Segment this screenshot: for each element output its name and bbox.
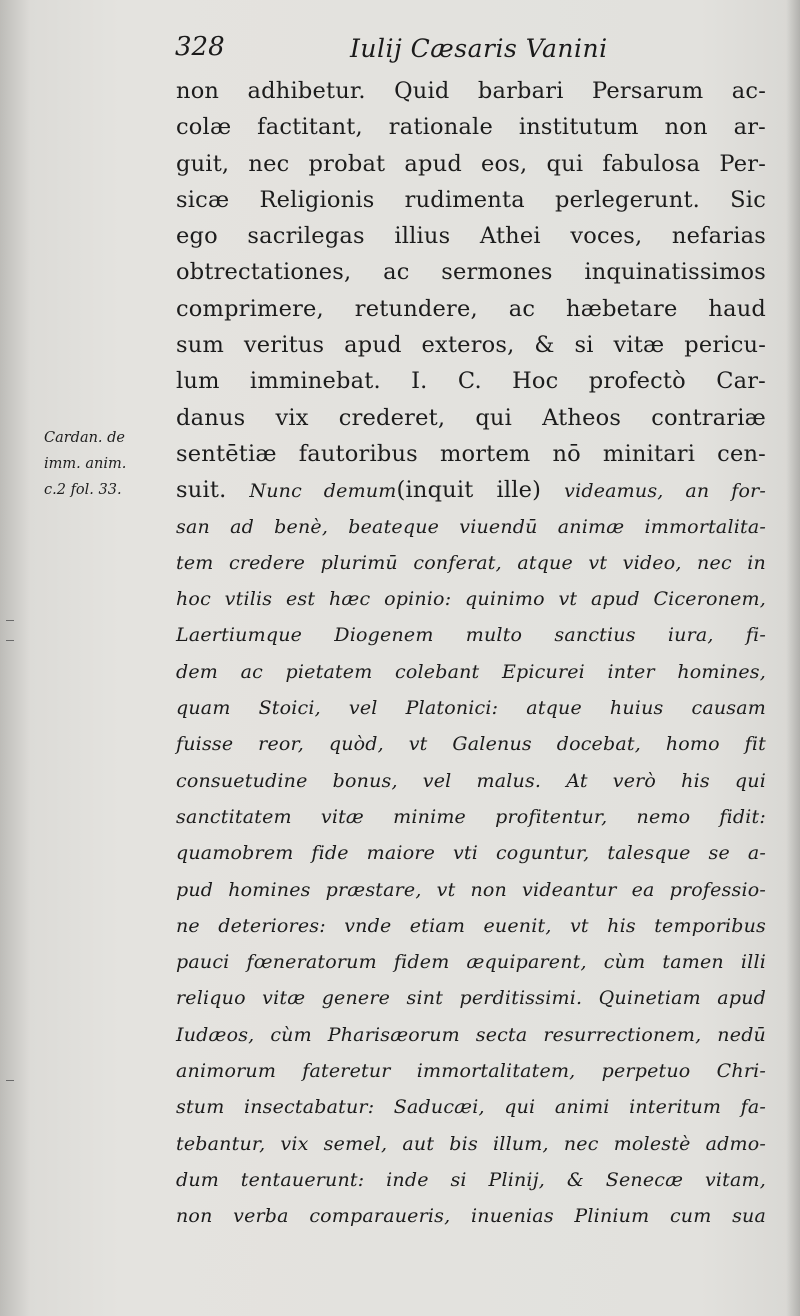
text-line: sum veritus apud exteros, & si vitæ pericu- (176, 332, 766, 359)
text-line: animorum fateretur immortalitatem, perpetuo Chri- (176, 1060, 766, 1083)
text-line: sanctitatem vitæ minime profitentur, nemo fidit: (176, 805, 766, 828)
text-line: dem ac pietatem colebant Epicurei inter homines, (176, 660, 766, 683)
text-line: quamobrem fide maiore vti coguntur, talesque se a- (176, 842, 766, 865)
text-line: tem credere plurimū conferat, atque vt video, nec in (176, 551, 766, 574)
text-line: consuetudine bonus, vel malus. At verò his qui (176, 769, 766, 792)
text-line: hoc vtilis est hæc opinio: quinimo vt apud Ciceronem, (176, 588, 766, 611)
page-edge-shadow (786, 0, 800, 1316)
text-line: stum insectabatur: Saducæi, qui animi interitum fa- (176, 1096, 766, 1119)
gutter-mark (6, 1080, 14, 1081)
text-line: ego sacrilegas illius Athei voces, nefarias (176, 223, 766, 250)
text-line: comprimere, retundere, ac hæbetare haud (176, 295, 766, 322)
text-line: san ad benè, beateque viuendū animæ immortalita- (176, 515, 766, 538)
gutter-shadow (0, 0, 40, 1316)
text-line: obtrectationes, ac sermones inquinatissimos (176, 259, 766, 286)
margin-note-line: Cardan. de (44, 430, 126, 446)
italic-run: Nunc demum (249, 480, 397, 503)
gutter-mark (6, 640, 14, 641)
text-line: guit, nec probat apud eos, qui fabulosa Per- (176, 150, 766, 177)
text-line: Iudæos, cùm Pharisæorum secta resurrectionem, nedū (176, 1023, 766, 1046)
text-line: pauci fœneratorum fidem æquiparent, cùm tamen illi (176, 951, 766, 974)
gutter-mark (6, 620, 14, 621)
roman-run: suit. (176, 477, 250, 504)
page-header (175, 32, 755, 72)
page-number: 328 (175, 32, 225, 62)
text-line: tebantur, vix semel, aut bis illum, nec molestè admo- (176, 1132, 766, 1155)
text-line: colæ factitant, rationale institutum non ar- (176, 114, 766, 141)
text-line: sicæ Religionis rudimenta perlegerunt. Sic (176, 186, 766, 213)
text-line: non adhibetur. Quid barbari Persarum ac- (176, 78, 766, 104)
text-line: ne deteriores: vnde etiam euenit, vt his temporibus (176, 914, 766, 937)
margin-note (44, 425, 164, 503)
text-line: sentētiæ fautoribus mortem nō minitari cen- (176, 440, 766, 467)
text-line: Laertiumque Diogenem multo sanctius iura, fi- (176, 624, 766, 647)
text-line: reliquo vitæ genere sint perditissimi. Quinetiam apud (176, 987, 766, 1010)
text-line: dum tentauerunt: inde si Plinij, & Senecæ vitam, (176, 1168, 766, 1191)
text-line: quam Stoici, vel Platonici: atque huius causam (176, 697, 766, 720)
text-line: pud homines præstare, vt non videantur ea professio- (176, 878, 766, 901)
margin-note-line: c.2 fol. 33. (44, 482, 122, 498)
body-text (176, 73, 766, 1235)
roman-run: (inquit ille) (396, 477, 565, 504)
italic-run: videamus, an for- (564, 480, 766, 503)
text-line: fuisse reor, quòd, vt Galenus docebat, homo fit (176, 733, 766, 756)
running-head: Iulij Cæsaris Vanini (350, 34, 608, 63)
text-line: lum imminebat. I. C. Hoc profectò Car- (176, 368, 766, 395)
margin-note-line: imm. anim. (44, 456, 127, 472)
text-line: non verba comparaueris, inuenias Plinium cum sua (176, 1205, 766, 1228)
text-line: danus vix crederet, qui Atheos contrariæ (176, 404, 766, 431)
text-line (176, 472, 766, 508)
